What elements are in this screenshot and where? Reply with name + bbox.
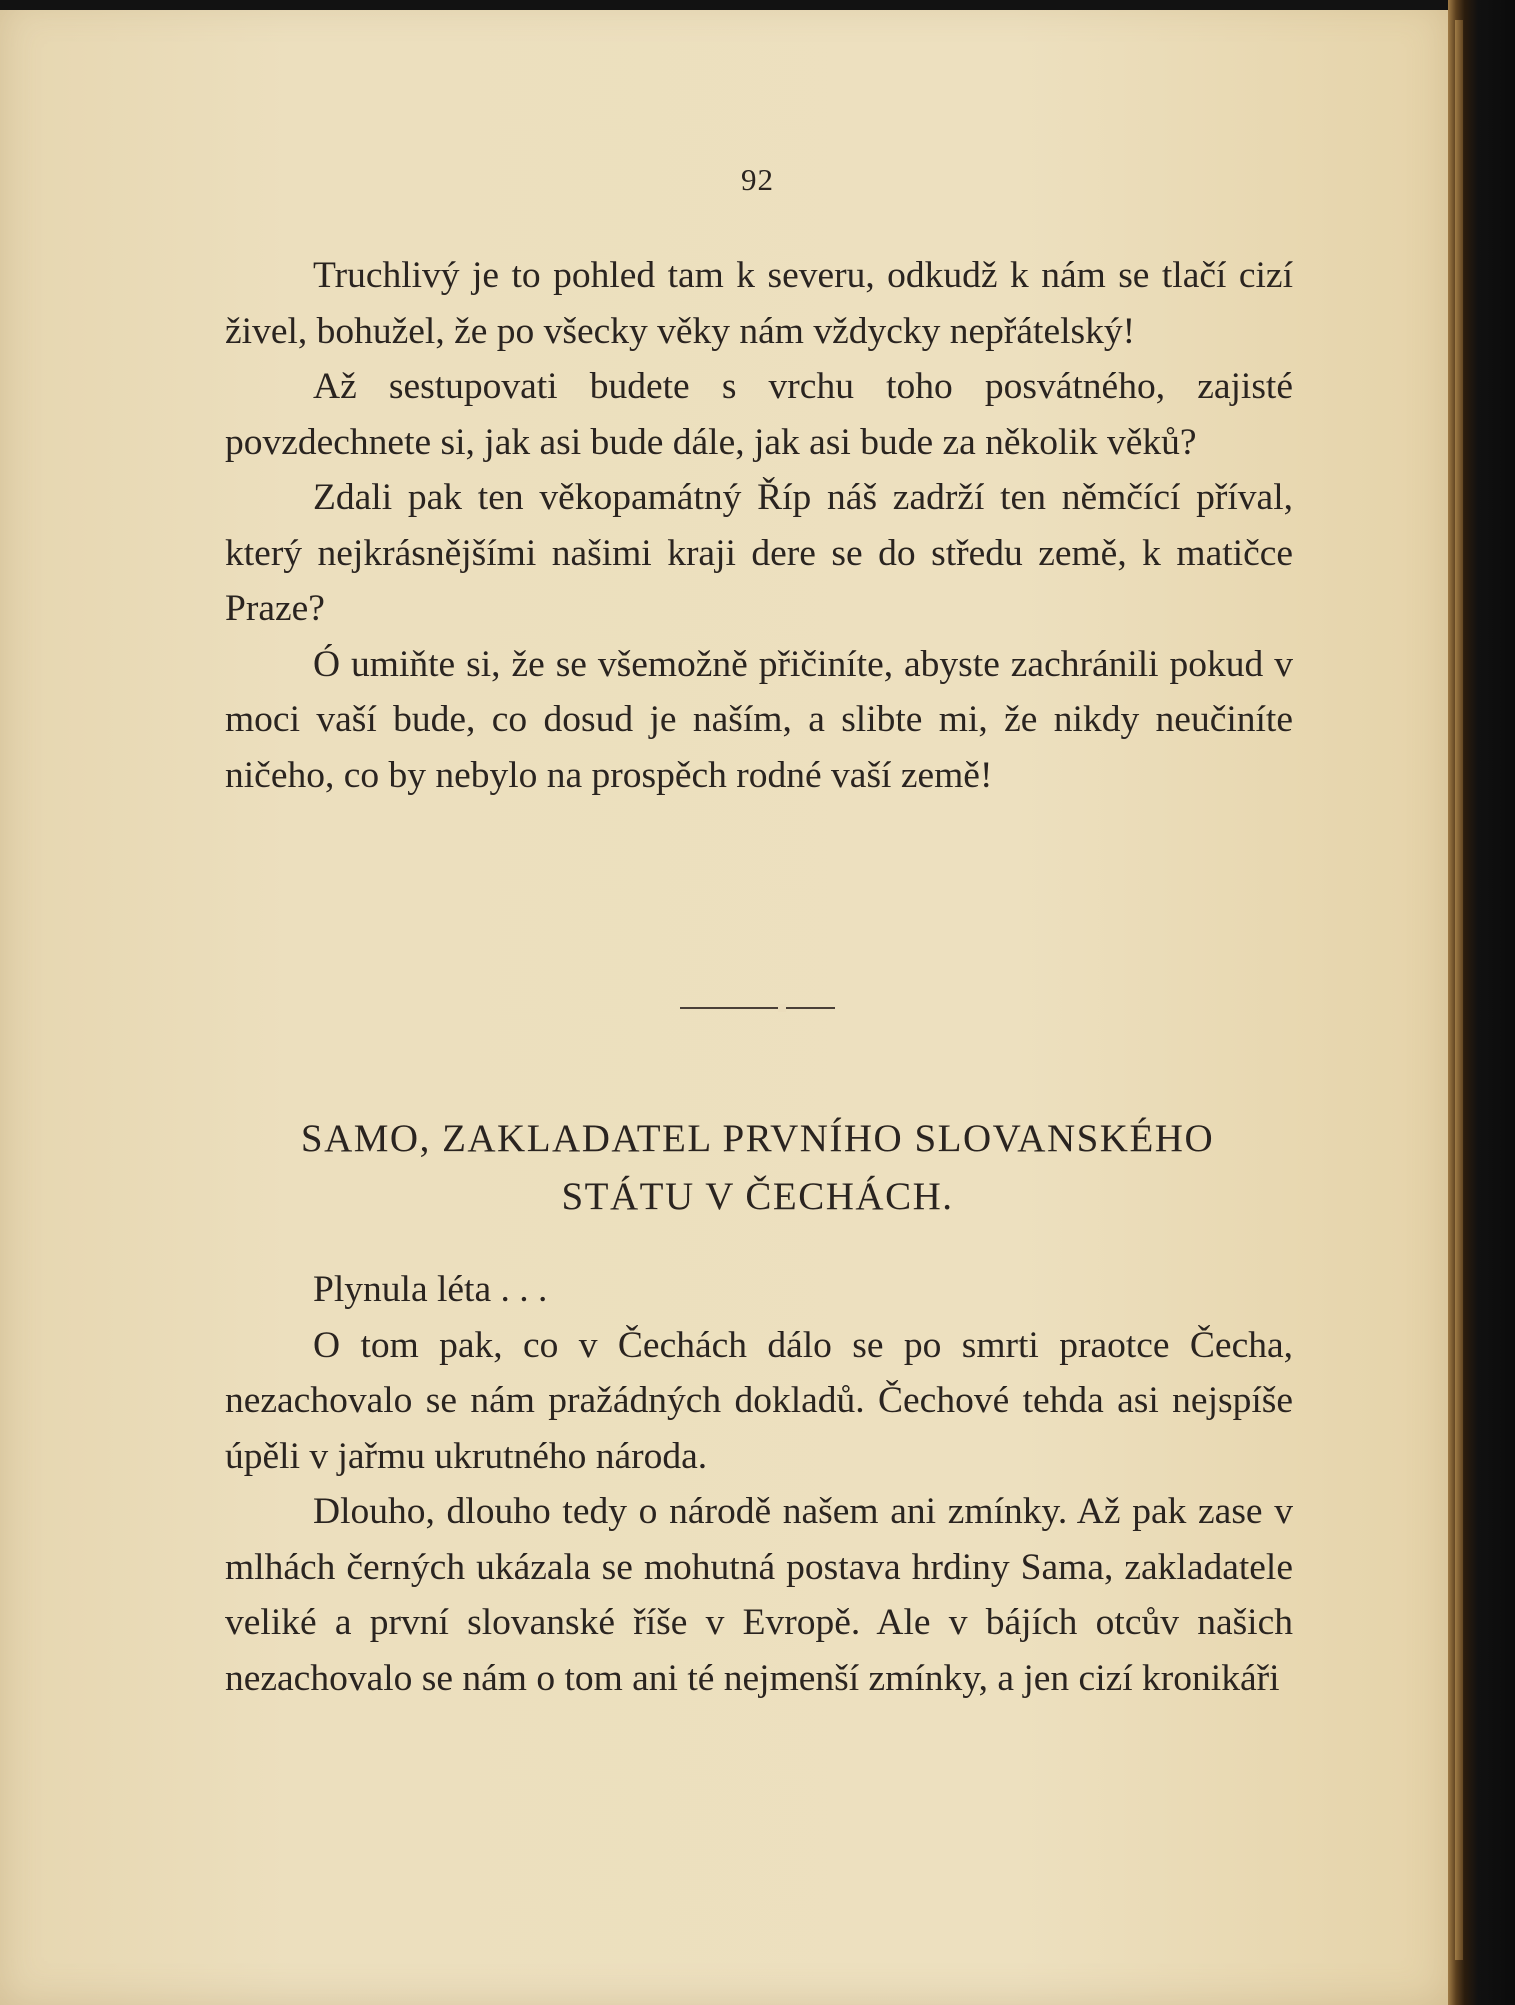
paragraph: Ó umiňte si, že se všemožně přičiníte, abyste zachránili pokud v moci vaší bude, co dosud je naším, a slibte mi, že nikdy neučiníte ničeho, co by nebylo na prospěch rodné vaší země!: [225, 643, 1293, 796]
section-divider: [680, 1007, 835, 1009]
paragraph: Truchlivý je to pohled tam k severu, odkudž k nám se tlačí cizí živel, bohužel, že po všecky věky nám vždycky nepřátelský!: [225, 255, 1293, 352]
page-number: 92: [741, 162, 774, 197]
chapter-title-line-1: SAMO, ZAKLADATEL PRVNÍHO SLOVANSKÉHO: [300, 1117, 1215, 1160]
chapter-title-line-2: STÁTU V ČECHÁCH.: [561, 1175, 954, 1218]
paragraph: Plynula léta . . .: [313, 1269, 548, 1310]
paragraph: O tom pak, co v Čechách dálo se po smrti praotce Čecha, nezachovalo se nám pražádných dokladů. Čechové tehda asi nejspíše úpěli v jařmu ukrutného národa.: [225, 1324, 1293, 1477]
chapter-title: [0, 1110, 1515, 1226]
section-1-text: [225, 248, 1293, 803]
paragraph: Dlouho, dlouho tedy o národě našem ani zmínky. Až pak zase v mlhách černých ukázala se mohutná postava hrdiny Sama, zakladatele veliké a první slovanské říše v Evropě. Ale v bájích otcův našich nezachovalo se nám o tom ani té nejmenší zmínky, a jen cizí kronikáři: [225, 1491, 1293, 1699]
paragraph: Až sestupovati budete s vrchu toho posvátného, zajisté povzdechnete si, jak asi bude dále, jak asi bude za několik věků?: [225, 366, 1293, 463]
section-2-text: [225, 1262, 1293, 1706]
paragraph: Zdali pak ten věkopamátný Říp náš zadrží ten němčící příval, který nejkrásnějšími našimi kraji dere se do středu země, k matičce Praze?: [225, 477, 1293, 629]
scan-top-edge: [0, 0, 1515, 10]
next-page-edge: [1455, 20, 1463, 1960]
section-divider-gap: [778, 1004, 786, 1012]
